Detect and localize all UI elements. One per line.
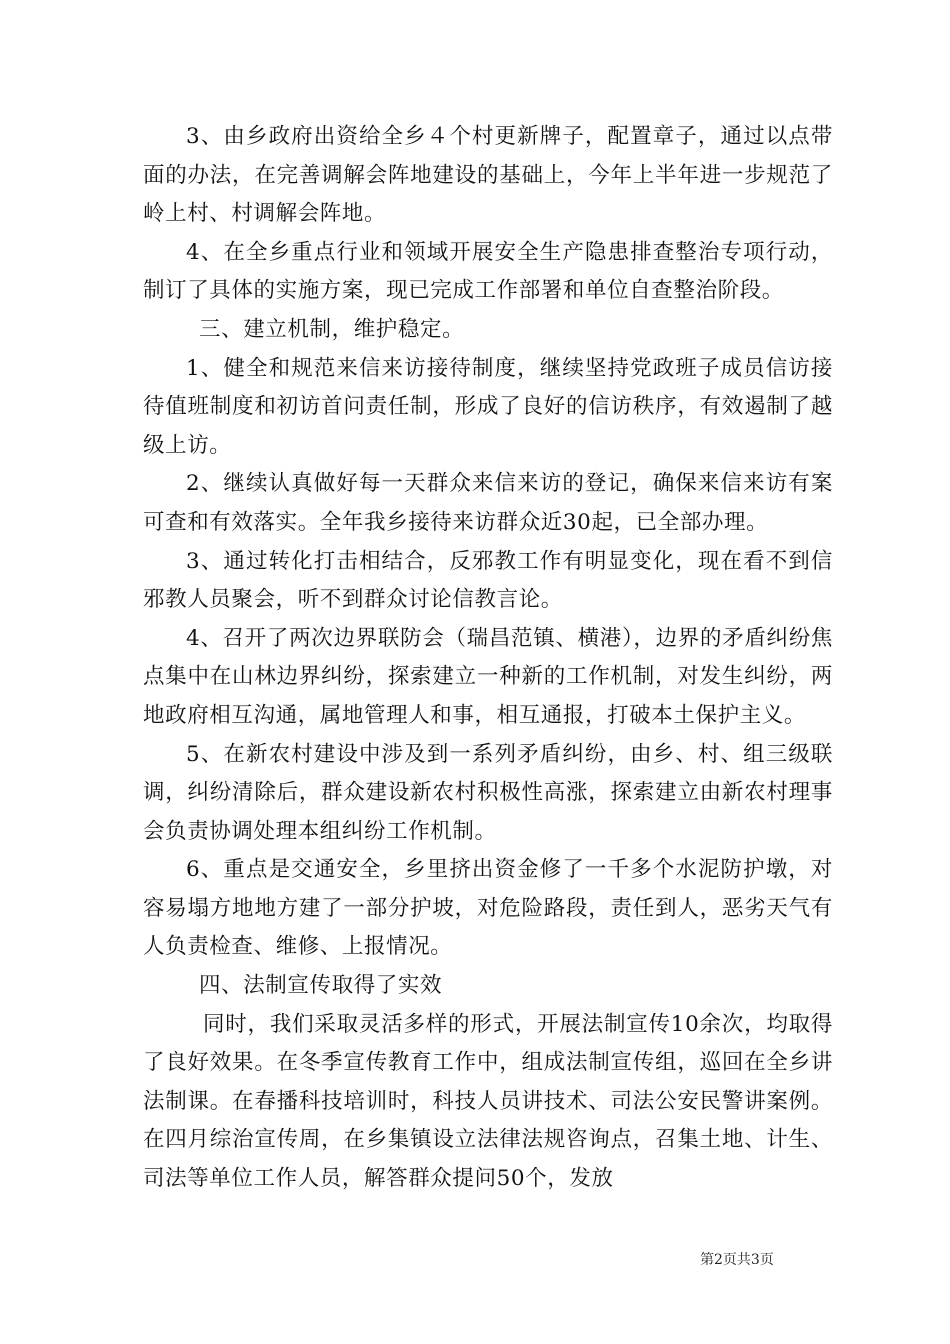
section-heading-3: 三、建立机制，维护稳定。 [199, 316, 465, 342]
paragraph-item-5: 5、在新农村建设中涉及到一系列矛盾纠纷，由乡、村、组三级联调，纠纷清除后，群众建设新农村积极性高涨，探索建立由新农村理事会负责协调处理本组纠纷工作机制。 [143, 741, 833, 844]
page-number: 第2页共3页 [700, 1252, 774, 1268]
document-body [143, 118, 833, 1199]
paragraph-item-4b: 4、召开了两次边界联防会（瑞昌范镇、横港），边界的矛盾纠纷焦点集中在山林边界纠纷，探索建立一种新的工作机制，对发生纠纷，两地政府相互沟通，属地管理人和事，相互通报，打破本土保护主义。 [143, 625, 833, 728]
section-heading-4: 四、法制宣传取得了实效 [199, 973, 443, 999]
paragraph-publicity: 同时，我们采取灵活多样的形式，开展法制宣传10余次，均取得了良好效果。在冬季宣传教育工作中，组成法制宣传组，巡回在全乡讲法制课。在春播科技培训时，科技人员讲技术、司法公安民警讲案例。在四月综治宣传周，在乡集镇设立法律法规咨询点，召集土地、计生、司法等单位工作人员，解答群众提问50个，发放 [143, 1011, 833, 1192]
paragraph-item-3b: 3、通过转化打击相结合，反邪教工作有明显变化，现在看不到信邪教人员聚会，听不到群众讨论信教言论。 [143, 548, 833, 613]
paragraph-item-2: 2、继续认真做好每一天群众来信来访的登记，确保来信来访有案可查和有效落实。全年我乡接待来访群众近30起，已全部办理。 [143, 471, 833, 535]
paragraph-item-3: 3、由乡政府出资给全乡４个村更新牌子，配置章子，通过以点带面的办法，在完善调解会阵地建设的基础上，今年上半年进一步规范了岭上村、村调解会阵地。 [143, 124, 833, 227]
paragraph-item-6: 6、重点是交通安全，乡里挤出资金修了一千多个水泥防护墩，对容易塌方地地方建了一部分护坡，对危险路段，责任到人，恶劣天气有人负责检查、维修、上报情况。 [143, 857, 833, 960]
paragraph-item-4: 4、在全乡重点行业和领域开展安全生产隐患排查整治专项行动，制订了具体的实施方案，现已完成工作部署和单位自查整治阶段。 [143, 239, 833, 304]
paragraph-item-1: 1、健全和规范来信来访接待制度，继续坚持党政班子成员信访接待值班制度和初访首问责任制，形成了良好的信访秩序，有效遏制了越级上访。 [143, 355, 833, 458]
